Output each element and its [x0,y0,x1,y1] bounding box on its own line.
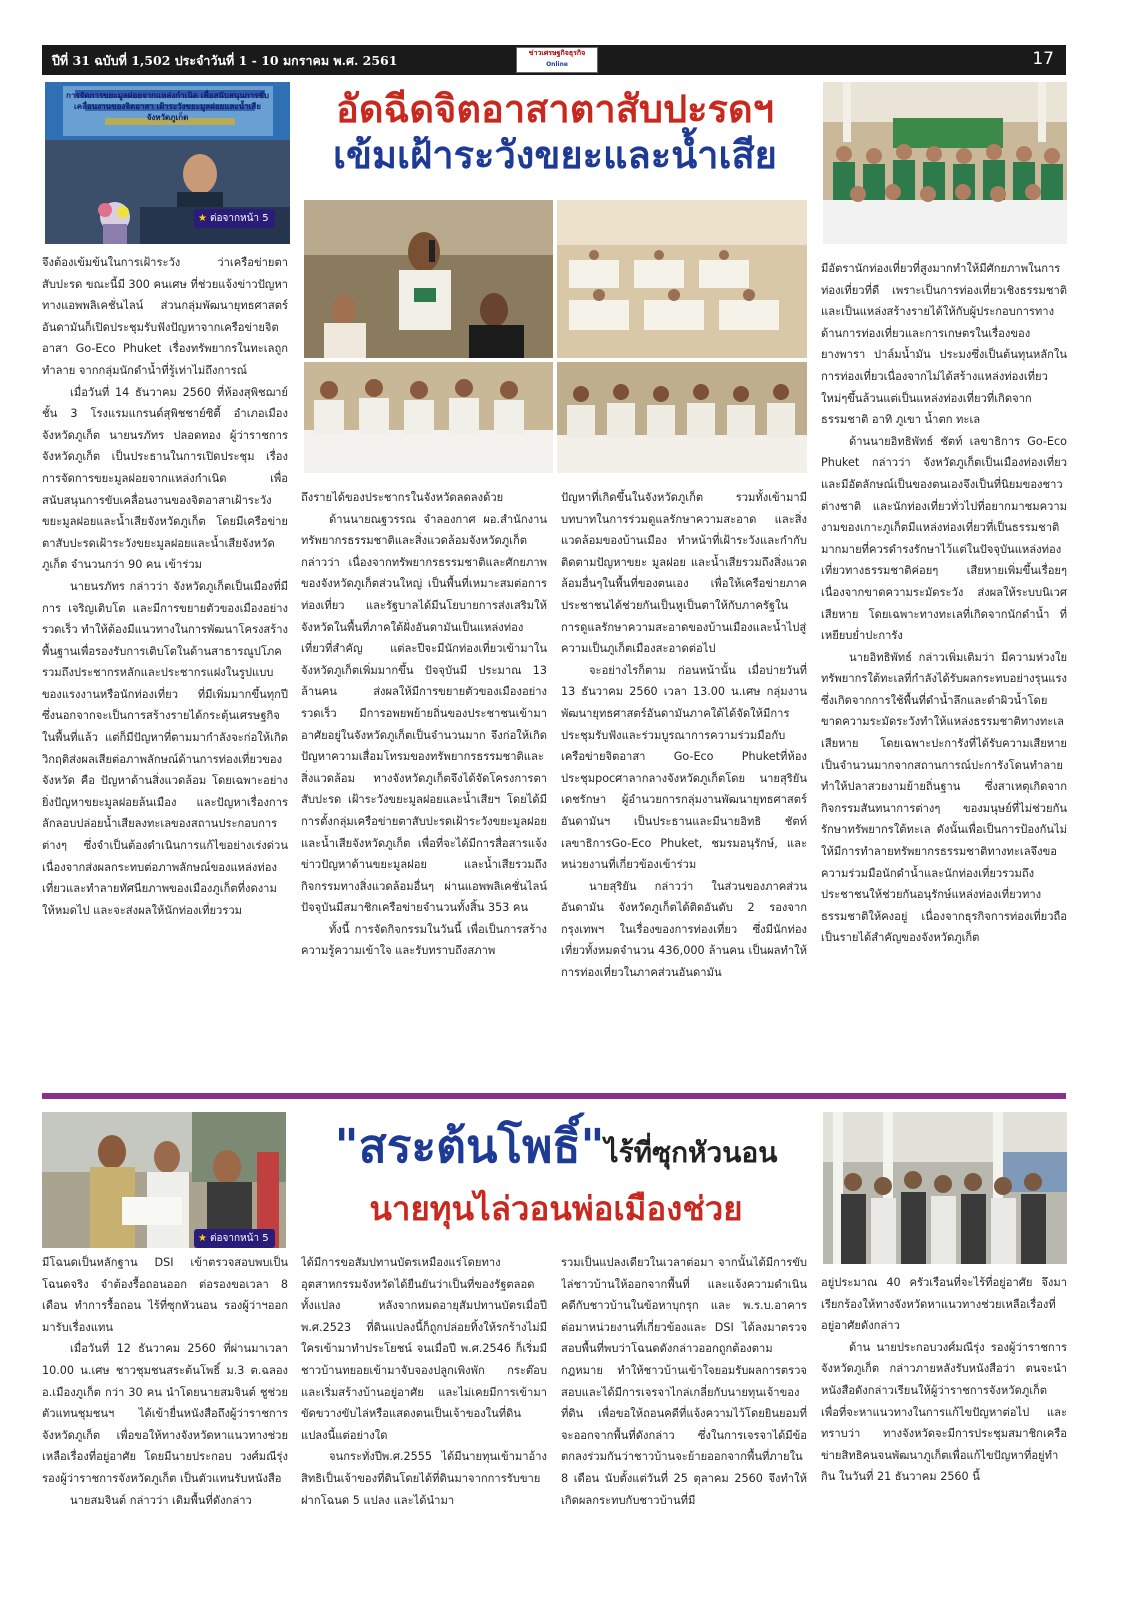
story1-col1-para: จึงต้องเข้มข้นในการเฝ้าระวัง ว่าเครือข่ายตาสับปะรด ขณะนี้มี 300 คนเศษ ที่ช่วยแจ้งข่าวปัญหาทางแอพพลิเคชั่นไลน์ ส่วนกลุ่มพัฒนายุทธศาสตร์อันดามันก็เปิดประชุมรับฟังปัญหาจากเครือข่ายจิตอาสา Go-Eco Phuket เรื่องทรัพยากรในทะเลถูกทำลาย จากกลุ่มนักดำน้ำที่รู้เท่าไม่ถึงการณ์ [42,256,288,377]
story1-headline [300,86,810,178]
story2-col4-para: อยู่ประมาณ 40 ครัวเรือนที่จะไร้ที่อยู่อาศัย จึงมาเรียกร้องให้ทางจังหวัดหาแนวทางช่วยเหลือเรื่องที่อยู่อาศัยดังกล่าว [821,1276,1067,1333]
story1-col4-para: นายอิทธิพัทธ์ กล่าวเพิ่มเติมว่า มีความห่วงใยทรัพยากรใต้ทะเลที่กำลังได้รับผลกระทบอย่างรุนแรงซึ่งเกิดจากการใช้พื้นที่ดำน้ำลึกและดำผิวน้ำโดยขาดความระมัดระวังทำให้แหล่งธรรมชาติทางทะเลเสียหาย โดยเฉพาะปะการังที่ได้รับความเสียหายเป็นจำนวนมากจากสถานการณ์ปะการังโดนทำลายทำให้ปลาสวยงามย้ายถิ่นฐาน ซึ่งสาเหตุเกิดจากกิจกรรมสันทนาการต่างๆ ของมนุษย์ที่ไม่ช่วยกันรักษาทรัพยากรใต้ทะเล ดังนั้นเพื่อเป็นการป้องกันไม่ให้มีการทำลายทรัพยากรธรรมชาติทางทะเลจึงขอความร่วมมือนักดำน้ำและนักท่องเที่ยวรวมถึงประชาชนให้ช่วยกันอนุรักษ์แหล่งท่องเที่ยวทางธรรมชาติให้คงอยู่ เนื่องจากธุรกิจการท่องเที่ยวถือเป็นรายได้สำคัญของจังหวัดภูเก็ต [821,650,1067,945]
story1-col2-para: ด้านนายณฐวรรณ จำลองกาศ ผอ.สำนักงานทรัพยากรธรรมชาติและสิ่งแวดล้อมจังหวัดภูเก็ต กล่าวว่า เนื่องจากทรัพยากรธรรมชาติและศักยภาพของจังหวัดภูเก็ตส่วนใหญ่ เป็นพื้นที่เหมาะสมต่อการท่องเที่ยว และรัฐบาลได้มีนโยบายการส่งเสริมให้จังหวัดในพื้นที่ภาคใต้ฝั่งอันดามันเป็นแหล่งท่องเที่ยวที่สำคัญ แต่ละปีจะมีนักท่องเที่ยวเข้ามาในจังหวัดภูเก็ตเพิ่มมากขึ้น ปัจจุบันมี ประมาณ 13 ล้านคน ส่งผลให้มีการขยายตัวของเมืองอย่างรวดเร็ว มีการอพยพย้ายถิ่นของประชาชนเข้ามาอาศัยอยู่ในจังหวัดภูเก็ตเป็นจำนวนมาก จึงก่อให้เกิดปัญหาความเสื่อมโทรมของทรัพยากรธรรมชาติและสิ่งแวดล้อม ทางจังหวัดภูเก็ตจึงได้จัดโครงการตาสับปะรด เฝ้าระวังขยะมูลฝอยและน้ำเสียฯ โดยได้มีการตั้งกลุ่มเครือข่ายตาสับปะรดเฝ้าระวังขยะมูลฝอยและน้ำเสียจังหวัดภูเก็ต เพื่อที่จะได้มีการสื่อสารแจ้งข่าวปัญหาด้านขยะมูลฝอย และน้ำเสียรวมถึงกิจกรรมทางสิ่งแวดล้อมอื่นๆ ผ่านแอพพลิเคชั่นไลน์ ปัจจุบันมีสมาชิกเครือข่ายจำนวนทั้งสิ้น 353 คน [301,512,547,915]
continued-from-badge-2 [194,1229,275,1248]
story1-headline-line1: อัดฉีดจิตอาสาตาสับปะรดฯ [336,87,774,131]
logo-line-2: Online [546,61,568,68]
photo-petition [42,1112,286,1248]
story2-column-3 [561,1252,807,1552]
story1-column-2 [301,487,547,1077]
story1-column-1 [42,252,288,1077]
story1-col4-para: มีอัตรานักท่องเที่ยวที่สูงมากทำให้มีศักยภาพในการท่องเที่ยวที่ดี เพราะเป็นการท่องเที่ยวเชิงธรรมชาติและเป็นแหล่งสร้างรายได้ให้กับผู้ประกอบการทางด้านการท่องเที่ยวและการเกษตรในเรื่องของยางพารา ปาล์มน้ำมัน ประมงซึ่งเป็นต้นทุนหลักในการท่องเที่ยวเนื่องจากไม่ได้สร้างแหล่งท่องเที่ยวใหม่ๆขึ้นล้วนแต่เป็นแหล่งท่องเที่ยวที่เกิดจากธรรมชาติ อาทิ ภูเขา น้ำตก ทะเล [821,262,1067,427]
section-divider [42,1093,1066,1099]
photo-collage [304,200,807,473]
story1-col2-para: ทั้งนี้ การจัดกิจกรรมในวันนี้ เพื่อเป็นการสร้างความรู้ความเข้าใจ และรับทราบถึงสภาพ [301,922,547,958]
banner-caption: การจัดการขยะมูลฝอยจากแหล่งกำเนิด เพื่อสนับสนุนการขับเคลื่อนงานของจิตอาสา เฝ้าระวังขยะมูลฝอยและน้ำเสียจังหวัดภูเก็ต [66,91,269,122]
story2-headline-line2: นายทุนไล่วอนพ่อเมืองช่วย [369,1189,743,1228]
story1-col4-para: ด้านนายอิทธิพัทธ์ ชัตท์ เลขาธิการ Go-Eco Phuket กล่าวว่า จังหวัดภูเก็ตเป็นเมืองท่องเที่ยวและมีอัตลักษณ์เป็นของตนเองจึงเป็นที่นิยมของชาวต่างชาติ และนักท่องเที่ยวทั่วไปที่อยากมาชมความงามของเกาะภูเก็ตมีแหล่งท่องเที่ยวที่เป็นธรรมชาติมากมายที่ควรดำรงรักษาไว้แต่ในปัจจุบันแหล่งท่องเที่ยวทางธรรมชาติค่อยๆ เสียหายเพิ่มขึ้นเรื่อยๆเนื่องจากขาดความระมัดระวัง ส่งผลให้ระบบนิเวศเสียหาย โดยเฉพาะทางทะเลที่เกิดจากนักดำน้ำ ที่เหยียบย่ำปะการัง [821,434,1067,643]
continued-from-badge [194,209,275,228]
story2-headline [296,1117,816,1232]
issue-info: ปีที่ 31 ฉบับที่ 1,502 ประจำวันที่ 1 - 10 มกราคม พ.ศ. 2561 [52,53,398,68]
story1-col3-para: ปัญหาที่เกิดขึ้นในจังหวัดภูเก็ต รวมทั้งเข้ามามีบทบาทในการร่วมดูแลรักษาความสะอาด และสิ่งแวดล้อมของบ้านเมือง ทำหน้าที่เฝ้าระวังและกำกับติดตามปัญหาขยะ มูลฝอย และน้ำเสียรวมถึงสิ่งแวดล้อมอื่นๆในพื้นที่ของตนเอง เพื่อให้เครือข่ายภาคประชาชนได้ช่วยกันเป็นหูเป็นตาให้กับภาครัฐในการดูแลรักษาความสะอาดของบ้านเมืองและน้ำไปสู่ความเป็นภูเก็ตเมืองสะอาดต่อไป [561,491,807,656]
publication-logo [516,47,598,73]
badge-label: ต่อจากหน้า 5 [209,213,269,224]
story2-col2-para: ได้มีการขอสัมปทานบัตรเหมืองแร่โดยทางอุตสาหกรรมจังหวัดได้ยืนยันว่าเป็นที่ของรัฐตลอดทั้งแปลง หลังจากหมดอายุสัมปทานบัตรเมื่อปี พ.ศ.2523 ที่ดินแปลงนี้ก็ถูกปล่อยทิ้งให้รกร้างไม่มีใครเข้ามาทำประโยชน์ จนเมื่อปี พ.ศ.2546 ก็เริ่มมีชาวบ้านทยอยเข้ามาจับจองปลูกเพิงพัก กระต๊อบ และเริ่มสร้างบ้านอยู่อาศัย และไม่เคยมีการเข้ามาขัดขวางขับไล่หรือแสดงตนเป็นเจ้าของในที่ดินแปลงนี้แต่อย่างใด [301,1256,547,1442]
story1-col3-para: จะอย่างไรก็ตาม ก่อนหน้านั้น เมื่อบ่ายวันที่ 13 ธันวาคม 2560 เวลา 13.00 น.เศษ กลุ่มงานพัฒนายุทธศาสตร์อันดามันภาคใต้ได้จัดให้มีการประชุมรับฟังและร่วมบูรณาการความร่วมมือกับเครือข่ายจิตอาสา Go-Eco Phuketที่ห้องประชุมpocศาลากลางจังหวัดภูเก็ตโดย นายสุริยัน เดชรักษา ผู้อำนวยการกลุ่มงานพัฒนายุทธศาสตร์อันดามันฯ เป็นประธานและมีนายอิทธิ ชัตท์ เลขาธิการGo-Eco Phuket, ชมรมอนุรักษ์, และหน่วยงานที่เกี่ยวข้องเข้าร่วม [561,663,807,872]
badge-label: ต่อจากหน้า 5 [209,1233,269,1244]
story1-col1-para: นายนรภัทร กล่าวว่า จังหวัดภูเก็ตเป็นเมืองที่มีการ เจริญเติบโต และมีการขยายตัวของเมืองอย่างรวดเร็ว ทำให้ต้องมีแนวทางในการพัฒนาโครงสร้างพื้นฐานเพื่อรองรับการเติบโตในด้านสาธารณูปโภค รวมถึงประชากรหลักและประชากรแฝงในรูปแบบของแรงงานหรือนักท่องเที่ยว ที่มีเพิ่มมากขึ้นทุกปี ซึ่งนอกจากจะเป็นการสร้างรายได้กระตุ้นเศรษฐกิจในพื้นที่แล้ว แต่ก็มีปัญหาที่ตามมากำลังจะก่อให้เกิดวิกฤติส่งผลเสียต่อภาพลักษณ์ด้านการท่องเที่ยวของจังหวัด คือ ปัญหาด้านสิ่งแวดล้อม โดยเฉพาะอย่างยิ่งปัญหาขยะมูลฝอยล้นเมือง และปัญหาเรื่องการ ลักลอบปล่อยน้ำเสียลงทะเลของสถานประกอบการต่างๆ ซึ่งจำเป็นต้องดำเนินการแก้ไขอย่างเร่งด่วน เนื่องจากส่งผลกระทบต่อภาพลักษณ์ของแหล่งท่องเที่ยวและทำลายทัศนียภาพของเมืองภูเก็ตที่งดงามให้หมดไป และจะส่งผลให้นักท่องเที่ยวรวม [42,579,288,917]
story2-col3-para: รวมเป็นแปลงเดียวในเวลาต่อมา จากนั้นได้มีการขับไล่ชาวบ้านให้ออกจากพื้นที่ และแจ้งความดำเนินคดีกับชาวบ้านในข้อหาบุกรุก และ พ.ร.บ.อาคาร ต่อมาหน่วยงานที่เกี่ยวข้องและ DSI ได้ลงมาตรวจสอบพื้นที่พบว่าโฉนดดังกล่าวออกถูกต้องตามกฎหมาย ทำให้ชาวบ้านเข้าใจยอมรับผลการตรวจสอบและได้มีการเจรจาไกล่เกลี่ยกับนายทุนเจ้าของที่ดิน เพื่อขอให้ถอนคดีที่แจ้งความไว้โดยยินยอมที่จะออกจากพื้นที่ดังกล่าว ซึ่งในการเจรจาได้มีข้อตกลงร่วมกันว่าชาวบ้านจะย้ายออกจากพื้นที่ภายใน 8 เดือน นับตั้งแต่วันที่ 25 ตุลาคม 2560 จึงทำให้เกิดผลกระทบกับชาวบ้านที่มี [561,1256,807,1507]
story2-col1-para: นายสมจินต์ กล่าวว่า เดิมพื้นที่ดังกล่าว [70,1493,252,1507]
photo-group [823,82,1067,244]
story2-headline-quoted: "สระต้นโพธิ์" [334,1119,605,1173]
photo-crowd [823,1112,1067,1264]
story2-headline-rest: ไร้ที่ซุกหัวนอน [604,1136,778,1169]
page-number: 17 [1032,49,1054,69]
story2-col1-para: เมื่อวันที่ 12 ธันวาคม 2560 ที่ผ่านมาเวลา 10.00 น.เศษ ชาวชุมชนสระต้นโพธิ์ ม.3 ต.ฉลอง อ.เมืองภูเก็ต กว่า 30 คน นำโดยนายสมจินต์ ชูช่วย ตัวแทนชุมชนฯ ได้เข้ายื่นหนังสือถึงผู้ว่าราชการจังหวัดภูเก็ต เพื่อขอให้ทางจังหวัดหาแนวทางช่วยเหลือเรื่องที่อยู่อาศัย โดยมีนายประกอบ วงศ์มณีรุ่ง รองผู้ว่าราชการจังหวัดภูเก็ต เป็นตัวแทนรับหนังสือ [42,1342,288,1485]
story2-column-2 [301,1252,547,1552]
story2-col1-para: มีโฉนดเป็นหลักฐาน DSI เข้าตรวจสอบพบเป็นโฉนดจริง จำต้องรื้อถอนออก ต่อรองขอเวลา 8 เดือน ทำการรื้อถอน ไร้ที่ซุกหัวนอน รองผู้ว่าฯออกมารับเรื่องแทน [42,1256,288,1334]
story1-col3-para: นายสุริยัน กล่าวว่า ในส่วนของภาคส่วนอันดามัน จังหวัดภูเก็ตได้ติดอันดับ 2 รองจากกรุงเทพฯ ในเรื่องของการท่องเที่ยว ซึ่งมีนักท่องเที่ยวทั้งหมดจำนวน 436,000 ล้านคน เป็นผลทำให้การท่องเที่ยวในภาคส่วนอันดามัน [561,879,807,980]
story2-column-4 [821,1272,1067,1552]
logo-line-1: ข่าวเศรษฐกิจธุรกิจ [528,49,586,57]
story1-col1-para: เมื่อวันที่ 14 ธันวาคม 2560 ที่ห้องสุพิชฌาย์ ชั้น 3 โรงแรมแกรนด์สุพิชชาย์ซิตี้ อำเภอเมือง จังหวัดภูเก็ต นายนรภัทร ปลอดทอง ผู้ว่าราชการจังหวัดภูเก็ต เป็นประธานในการเปิดประชุม เรื่องการจัดการขยะมูลฝอยจากแหล่งกำเนิด เพื่อสนับสนุนการขับเคลื่อนงานของจิตอาสาเฝ้าระวังขยะมูลฝอยและน้ำเสียจังหวัดภูเก็ต โดยมีเครือข่ายตาสับปะรดเฝ้าระวังขยะมูลฝอยและน้ำเสียจังหวัดภูเก็ต จำนวนกว่า 90 คน เข้าร่วม [42,385,288,572]
page-header [42,45,1066,75]
story1-headline-line2: เข้มเฝ้าระวังขยะและน้ำเสีย [333,133,777,177]
star-icon: ★ [198,213,207,224]
story2-col2-para: จนกระทั่งปีพ.ศ.2555 ได้มีนายทุนเข้ามาอ้างสิทธิเป็นเจ้าของที่ดินโดยได้ที่ดินมาจากการรับขายฝากโฉนด 5 แปลง และได้นำมา [301,1450,547,1507]
story2-column-1 [42,1252,288,1552]
story1-column-3 [561,487,807,1077]
story1-column-4 [821,258,1067,1077]
story1-col2-para: ถึงรายได้ของประชากรในจังหวัดลดลงด้วย [301,491,504,504]
star-icon: ★ [198,1233,207,1244]
story2-col4-para: ด้าน นายประกอบวงศ์มณีรุ่ง รองผู้ว่าราชการจังหวัดภูเก็ต กล่าวภายหลังรับหนังสือว่า ตนจะนำหนังสือดังกล่าวเรียนให้ผู้ว่าราชการจังหวัดภูเก็ต เพื่อที่จะหาแนวทางในการแก้ไขปัญหาต่อไป และทราบว่า ทางจังหวัดจะมีการประชุมสมาชิกเครือข่ายสิทธิคนจนพัฒนาภูเก็ตเพื่อแก้ไขปัญหาที่อยู่ทำกิน ในวันที่ 21 ธันวาคม 2560 นี้ [821,1340,1067,1484]
